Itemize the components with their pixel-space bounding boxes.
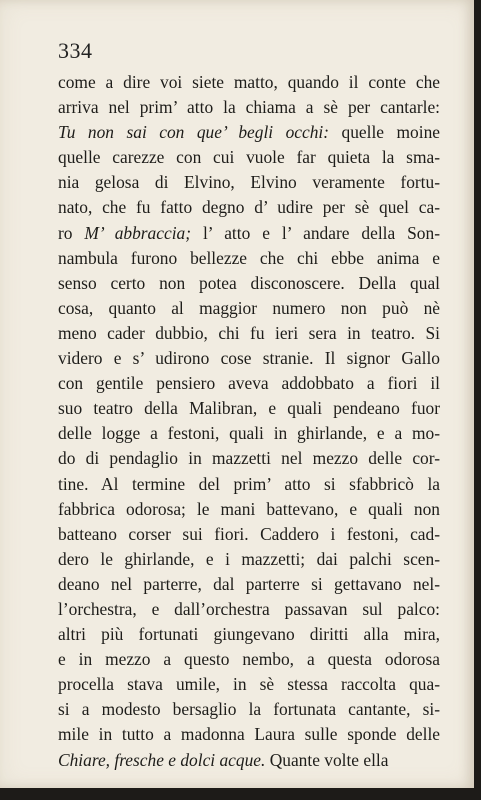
text-line — [58, 246, 440, 271]
text-segment: deano nel parterre, dal parterre si gettavano nel- — [58, 573, 440, 594]
text-line — [58, 195, 440, 220]
text-line — [58, 120, 440, 145]
text-line — [58, 271, 440, 296]
text-segment: nambula furono bellezze che chi ebbe anima e — [58, 247, 440, 268]
text-line — [58, 697, 440, 722]
text-line — [58, 145, 440, 170]
text-segment: meno cader dubbio, chi fu ieri sera in teatro. Si — [58, 322, 440, 343]
text-segment: tine. Al termine del prim’ atto si sfabbricò la — [58, 473, 440, 494]
page-number: 334 — [58, 38, 93, 63]
text-segment: nato, che fu fatto degno d’ udire per sè quel ca- — [58, 197, 440, 218]
text-segment: do di pendaglio in mazzetti nel mezzo delle cor- — [58, 448, 440, 469]
text-segment: arriva nel prim’ atto la chiama a sè per cantarle: — [58, 97, 440, 118]
text-line — [58, 547, 440, 572]
text-line — [58, 497, 440, 522]
text-line — [58, 346, 440, 371]
text-line — [58, 647, 440, 672]
text-segment: quelle carezze con cui vuole far quieta la sma- — [58, 147, 440, 168]
text-segment: altri più fortunati giungevano diritti alla mira, — [58, 624, 440, 645]
text-segment: cosa, quanto al maggior numero non può nè — [58, 297, 440, 318]
text-line — [58, 70, 440, 95]
text-line — [58, 446, 440, 471]
text-segment: videro e s’ udirono cose stranie. Il signor Gallo — [58, 348, 440, 369]
text-line — [58, 722, 440, 747]
text-segment: ro — [58, 222, 85, 243]
text-segment: senso certo non potea disconoscere. Della qual — [58, 272, 440, 293]
text-segment: quelle moine — [329, 122, 440, 143]
text-segment: Quante volte ella — [265, 749, 389, 770]
text-line — [58, 221, 440, 246]
text-segment: procella stava umile, in sè stessa raccolta qua- — [58, 674, 440, 695]
text-line — [58, 597, 440, 622]
text-segment: mile in tutto a madonna Laura sulle sponde delle — [58, 724, 440, 745]
text-segment: l’ atto e l’ andare della Son- — [191, 222, 440, 243]
italic-text: Chiare, fresche e dolci acque. — [58, 749, 266, 770]
text-segment: fabbrica odorosa; le mani battevano, e quali non — [58, 498, 440, 519]
italic-text: Tu non sai con que’ begli occhi: — [58, 122, 330, 143]
text-line — [58, 421, 440, 446]
italic-text: M’ abbraccia; — [84, 222, 192, 243]
text-line — [58, 672, 440, 697]
text-line — [58, 170, 440, 195]
text-segment: si a modesto bersaglio la fortunata cantante, si- — [58, 699, 440, 720]
text-line — [58, 95, 440, 120]
text-line — [58, 371, 440, 396]
text-segment: con gentile pensiero aveva addobbato a fiori il — [58, 373, 440, 394]
text-segment: nia gelosa di Elvino, Elvino veramente fortu- — [58, 172, 440, 193]
text-line — [58, 622, 440, 647]
text-line — [58, 572, 440, 597]
text-segment: dero le ghirlande, e i mazzetti; dai palchi scen- — [58, 548, 440, 569]
text-line — [58, 296, 440, 321]
text-line — [58, 748, 440, 773]
text-segment: come a dire voi siete matto, quando il conte che — [58, 72, 440, 92]
text-line — [58, 321, 440, 346]
text-segment: suo teatro della Malibran, e quali pendeano fuor — [58, 398, 440, 419]
text-segment: batteano corser sui fiori. Caddero i festoni, cad- — [58, 523, 440, 544]
text-line — [58, 472, 440, 497]
text-line — [58, 396, 440, 421]
body-text — [58, 70, 440, 773]
text-segment: delle logge a festoni, quali in ghirlande, e a mo- — [58, 423, 440, 444]
text-segment: l’orchestra, e dall’orchestra passavan sul palco: — [58, 598, 440, 619]
text-segment: e in mezzo a questo nembo, a questa odorosa — [58, 649, 440, 670]
text-line — [58, 522, 440, 547]
